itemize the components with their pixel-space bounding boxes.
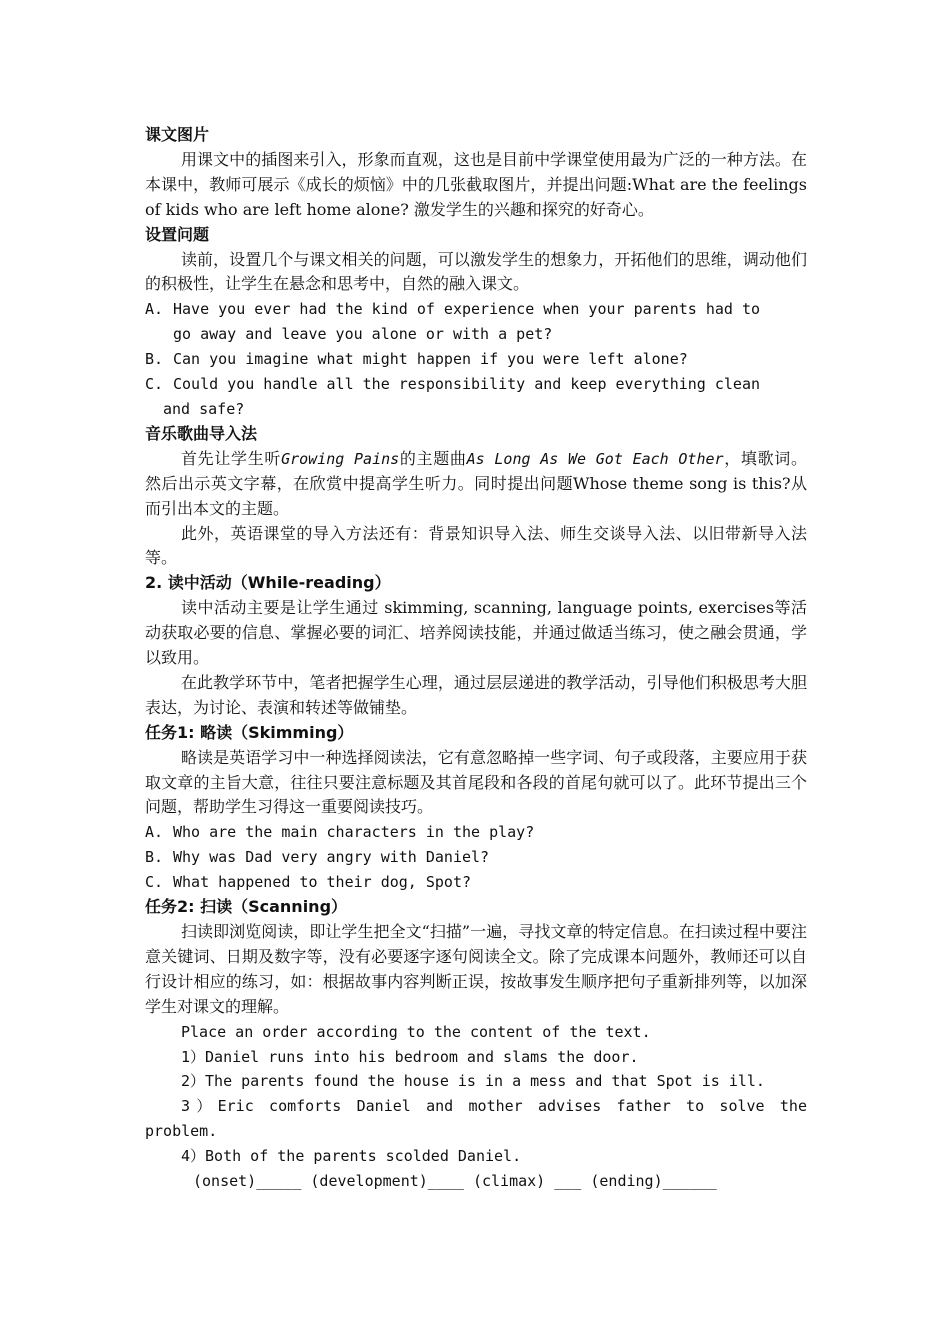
paragraph-while-reading: 读中活动主要是让学生通过 skimming, scanning, language points, exercises等活动获取必要的信息、掌握必要的词汇、培养阅读技能，并通过做适当练习，使之融会贯通，学以致用。 — [145, 598, 807, 668]
paragraph-teaching-stage: 在此教学环节中，笔者把握学生心理，通过层层递进的教学活动，引导他们积极思考大胆表达，为讨论、表演和转述等做铺垫。 — [145, 672, 807, 717]
paragraph-other-methods: 此外，英语课堂的导入方法还有：背景知识导入法、师生交谈导入法、以旧带新导入法等。 — [145, 523, 807, 568]
paragraph-music-intro — [145, 447, 807, 522]
heading-textbook-pictures: 课文图片 — [145, 125, 210, 144]
text-run: 首先让学生听 — [181, 448, 282, 468]
question-text: Have you ever had the kind of experience when your parents had to — [173, 300, 760, 319]
paragraph-scanning: 扫读即浏览阅读，即让学生把全文“扫描”一遍，寻找文章的特定信息。在扫读过程中要注意关键词、日期及数字等，没有必要逐字逐句阅读全文。除了完成课本问题外，教师还可以自行设计相应的练习，如：根据故事内容判断正误，按故事发生顺序把句子重新排列等，以加深学生对课文的理解。 — [145, 922, 807, 1016]
question-label: A. — [145, 823, 164, 842]
skimming-question-b — [145, 845, 807, 870]
heading-music-song-intro: 音乐歌曲导入法 — [145, 423, 258, 443]
ordering-item-2: 2）The parents found the house is in a mess and that Spot is ill. — [181, 1072, 765, 1091]
paragraph-set-questions: 读前，设置几个与课文相关的问题，可以激发学生的想象力，开拓他们的思维，调动他们的积极性，让学生在悬念和思考中，自然的融入课文。 — [145, 249, 807, 294]
heading-scanning: 任务2: 扫读（Scanning） — [145, 897, 348, 917]
question-label: C. — [145, 375, 164, 394]
ordering-blanks: (onset)_____ (development)____ (climax) ___ (ending)______ — [193, 1172, 717, 1191]
question-label: B. — [145, 350, 164, 369]
skimming-question-c — [145, 870, 807, 895]
text-run: ，填歌词。然后出示英文字幕，在欣赏中提高学生听力。同时提出问题Whose theme song is this?从而引出本文的主题。 — [145, 448, 807, 518]
question-label: A. — [145, 300, 164, 319]
ordering-item-4: 4）Both of the parents scolded Daniel. — [181, 1147, 522, 1166]
question-text: Why was Dad very angry with Daniel? — [173, 848, 490, 867]
show-title: Growing Pains — [281, 449, 400, 468]
question-text: Could you handle all the responsibility and keep everything clean — [173, 375, 760, 394]
document-page — [145, 123, 807, 1194]
question-item-c-continued: and safe? — [163, 399, 245, 418]
question-label: B. — [145, 848, 164, 867]
question-item-b — [145, 347, 807, 372]
question-item-a — [145, 297, 807, 322]
song-title: As Long As We Got Each Other — [466, 449, 724, 468]
ordering-item-3: 3）Eric comforts Daniel and mother advises father to solve the problem. — [145, 1097, 807, 1141]
paragraph-pictures-intro: 用课文中的插图来引入，形象而直观，这也是目前中学课堂使用最为广泛的一种方法。在本课中，教师可展示《成长的烦恼》中的几张截取图片，并提出问题:What are the feelings of kids who are left home alone? 激发学生的兴趣和探究的好奇心。 — [145, 149, 807, 219]
question-label: C. — [145, 873, 164, 892]
heading-skimming: 任务1: 略读（Skimming） — [145, 722, 354, 742]
heading-while-reading: 2. 读中活动（While-reading） — [145, 573, 391, 593]
question-text: Can you imagine what might happen if you were left alone? — [173, 350, 688, 369]
question-item-a-continued: go away and leave you alone or with a pet? — [173, 325, 553, 344]
heading-set-questions: 设置问题 — [145, 224, 210, 244]
ordering-item-1: 1）Daniel runs into his bedroom and slams the door. — [181, 1047, 639, 1066]
question-item-c — [145, 372, 807, 397]
question-text: Who are the main characters in the play? — [173, 823, 535, 842]
skimming-question-a — [145, 820, 807, 845]
ordering-instruction: Place an order according to the content of the text. — [181, 1022, 651, 1041]
text-run: 的主题曲 — [399, 448, 467, 468]
paragraph-skimming: 略读是英语学习中一种选择阅读法，它有意忽略掉一些字词、句子或段落，主要应用于获取文章的主旨大意，往往只要注意标题及其首尾段和各段的首尾句就可以了。此环节提出三个问题，帮助学生习得这一重要阅读技巧。 — [145, 747, 807, 817]
question-text: What happened to their dog, Spot? — [173, 873, 472, 892]
